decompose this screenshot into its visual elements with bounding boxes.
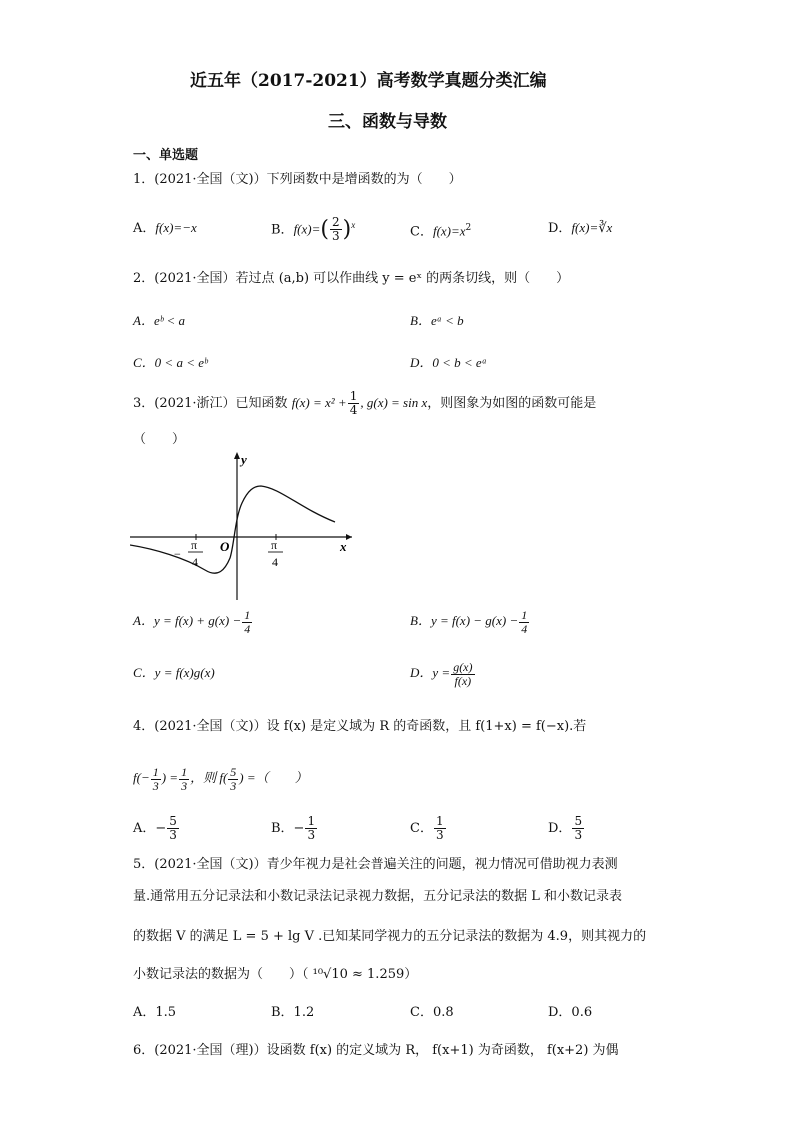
function-curve <box>130 486 335 573</box>
q4-then: ，则 f( <box>190 770 228 785</box>
page-title: 近五年（2017-2021）高考数学真题分类汇编 <box>190 71 547 91</box>
q5-line2: 量.通常用五分记录法和小数记录法记录视力数据，五分记录法的数据 L 和小数记录表 <box>133 889 623 904</box>
q3-d-num: g(x) <box>453 659 473 674</box>
q6-line1: 6．(2021·全国（理)）设函数 f(x) 的定义域为 R， f(x+1) 为奇函数， f(x+2) 为偶 <box>133 1043 619 1058</box>
q5-option-a: A．1.5 <box>133 1005 177 1020</box>
q4-n1: 1 <box>152 764 159 779</box>
q1-b-exp: x <box>351 220 356 230</box>
q1-c-expr: f(x)=x <box>432 223 466 239</box>
q4-a-den: 3 <box>169 828 177 842</box>
q5-option-b: B．1.2 <box>271 1005 315 1020</box>
q3-option-b <box>410 604 530 638</box>
x-axis-arrow-icon <box>346 534 352 540</box>
q2-stem: 2．(2021·全国）若过点 (a,b) 可以作曲线 y = eˣ 的两条切线，则（ ） <box>133 271 570 286</box>
q3-stem-pre: 3．(2021·浙江）已知函数 <box>133 396 288 411</box>
q2-option-d: D．0 < b < eᵃ <box>410 355 487 370</box>
q4-option-d <box>548 812 585 846</box>
q4-d1: 3 <box>152 778 159 793</box>
q3-option-d <box>410 656 476 690</box>
q4-a-label: A．− <box>133 821 167 836</box>
q1-c-label: C． <box>410 224 433 240</box>
q4-n2: 1 <box>181 764 188 779</box>
q3-d-den: f(x) <box>454 673 472 688</box>
q1-b-label: B． <box>271 222 294 238</box>
q5-option-d: D．0.6 <box>548 1005 593 1020</box>
q4-option-a <box>133 812 180 846</box>
q3-option-c: C．y = f(x)g(x) <box>133 665 215 680</box>
q5-line3: 的数据 V 的满足 L = 5 + lg V .已知某同学视力的五分记录法的数据为 4.9，则其视力的 <box>133 929 647 944</box>
q4-stem-line1: 4．(2021·全国（文)）设 f(x) 是定义域为 R 的奇函数，且 f(1+x) = f(−x).若 <box>133 719 587 734</box>
q1-option-a <box>133 219 197 238</box>
y-axis-label: y <box>241 452 247 467</box>
q1-c-exp: 2 <box>465 223 472 233</box>
q5-line1: 5．(2021·全国（文)）青少年视力是社会普遍关注的问题，视力情况可借助视力表测 <box>133 857 618 872</box>
q1-d-label: D． <box>548 221 572 236</box>
q4-d3: 3 <box>230 778 237 793</box>
tick-neg-den: 4 <box>192 555 198 569</box>
tick-pos-pi: π <box>271 538 278 552</box>
q3-paren: （ ） <box>133 432 186 447</box>
q4-d-label: D． <box>548 821 572 836</box>
q3-stem-f: f(x) = x² + <box>291 395 347 410</box>
q3-d-pre: D．y = <box>410 665 451 680</box>
q3-b-num: 1 <box>521 607 528 622</box>
q4-d-den: 3 <box>574 828 583 842</box>
tick-pos-den: 4 <box>272 555 278 569</box>
y-axis-arrow-icon <box>234 452 240 459</box>
q1-b-den: 3 <box>331 229 340 244</box>
q3-option-a <box>133 604 253 638</box>
page-subtitle: 三、函数与导数 <box>328 112 447 132</box>
q1-d-expr: f(x)=∛x <box>571 220 613 235</box>
q4-mid: ) = <box>161 770 179 785</box>
q3-stem-num: 1 <box>349 389 358 403</box>
q4-d-num: 5 <box>574 814 583 828</box>
q3-a-num: 1 <box>244 607 251 622</box>
q3-stem <box>133 387 596 420</box>
q2-option-a: A．eᵇ < a <box>133 313 185 328</box>
q4-pre: f(− <box>133 770 150 785</box>
q4-b-num: 1 <box>307 814 316 828</box>
q4-a-num: 5 <box>169 814 177 828</box>
q1-a-expr: f(x)=−x <box>155 220 197 235</box>
q4-c-label: C． <box>410 821 433 836</box>
q2-option-b: B．eᵃ < b <box>410 313 464 328</box>
q3-a-den: 4 <box>244 621 251 636</box>
q5-line4: 小数记录法的数据为（ ）（ ¹⁰√10 ≈ 1.259） <box>133 967 418 982</box>
q3-a-pre: A．y = f(x) + g(x) − <box>133 613 242 628</box>
tick-neg-pi: π <box>191 538 198 552</box>
q4-d2: 3 <box>181 778 188 793</box>
q4-stem-line2 <box>133 760 308 796</box>
q3-b-den: 4 <box>521 621 528 636</box>
q1-b-num: 2 <box>331 215 340 230</box>
q2-option-c: C．0 < a < eᵇ <box>133 355 208 370</box>
q3-b-pre: B．y = f(x) − g(x) − <box>410 613 519 628</box>
q3-function-graph <box>130 448 355 603</box>
q3-stem-den: 4 <box>349 403 358 417</box>
q4-c-num: 1 <box>435 814 444 828</box>
section-heading: 一、单选题 <box>133 148 199 163</box>
q4-b-label: B．− <box>271 821 305 836</box>
q4-n3: 5 <box>230 764 237 779</box>
q1-option-d <box>548 219 612 238</box>
q5-option-c: C．0.8 <box>410 1005 454 1020</box>
x-axis-label: x <box>340 539 347 554</box>
q4-c-den: 3 <box>435 828 444 842</box>
q4-end: ) =（ ） <box>239 770 308 785</box>
q3-stem-post: ，则图象为如图的函数可能是 <box>427 396 597 411</box>
q1-option-b: B．f(x)=( $\frac{2}{3}$ )$^x$ <box>271 215 356 244</box>
origin-label: O <box>220 539 230 554</box>
tick-neg-sign: − <box>174 547 181 561</box>
q1-b-pre: f(x)= <box>293 221 321 237</box>
q4-b-den: 3 <box>307 828 316 842</box>
q4-option-c <box>410 812 447 846</box>
q3-stem-g: , g(x) = sin x <box>360 395 428 410</box>
q1-a-label: A． <box>133 221 156 236</box>
q4-option-b <box>271 812 318 846</box>
q1-stem: 1．(2021·全国（文)）下列函数中是增函数的为（ ） <box>133 172 462 187</box>
q1-option-c <box>410 219 471 241</box>
